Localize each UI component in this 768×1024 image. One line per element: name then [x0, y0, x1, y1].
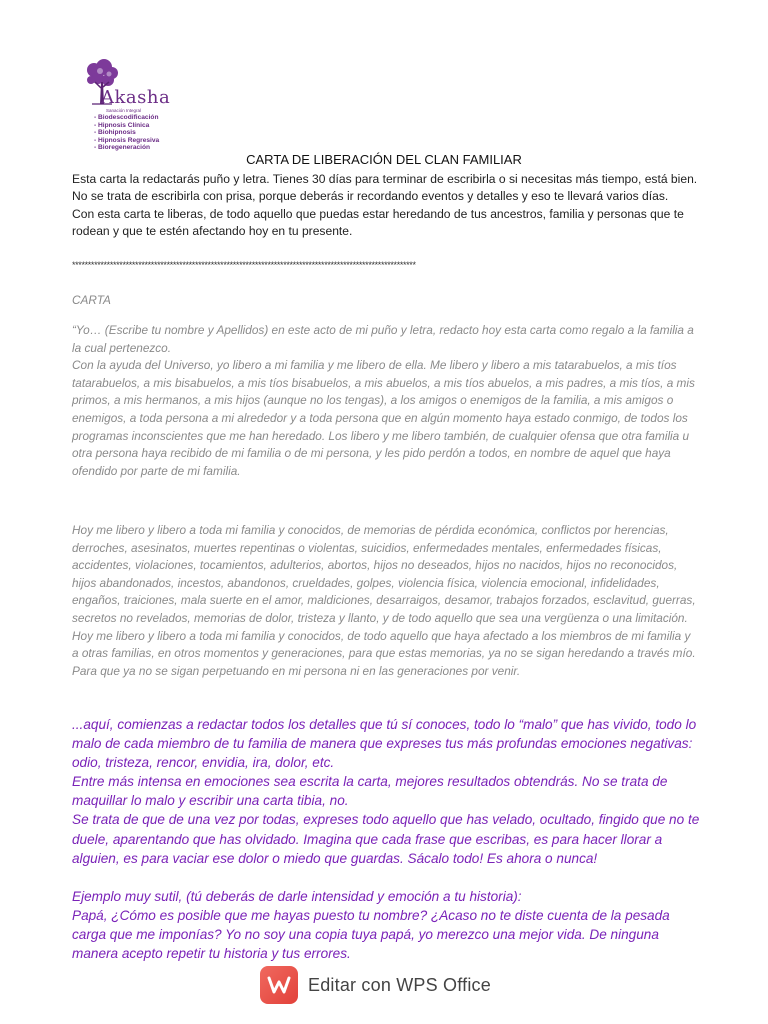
asterisk-separator: *************************************************************************************************************	[72, 260, 416, 270]
intro-paragraph: No se trata de escribirla con prisa, porque deberás ir recordando eventos y detalles y eso te llevará varios días.	[72, 189, 669, 204]
letter-paragraph: Con la ayuda del Universo, yo libero a mi familia y me libero de ella. Me libero y libero a mis tatarabuelos, a mis tíos tatarabuelos, a mis bisabuelos, a mis tíos bisabuelos, a mis abuelos, a mis tíos abuelos, a mis padres, a mis tíos, a mis primos, a mis hermanos, a mis hijos (aunque no los tengas), a los amigos o enemigos de la familia, a mis amigos o enemigos, a toda persona a mi alrededor y a toda persona que en algún momento haya estado conmigo, de todos los programas inconscientes que me han heredado. Los libero y me libero también, de cualquier ofensa que otra familia u otra persona haya recibido de mi familia o de mi persona, y les pido perdón a todos, en nombre de aquel que haya ofendido por parte de mi familia.	[72, 358, 695, 478]
service-item: - Bioregeneración	[94, 144, 151, 152]
intro-section	[72, 171, 700, 241]
service-item: - Hipnosis Regresiva	[94, 136, 160, 144]
service-list	[94, 114, 159, 152]
instruction-paragraph: ...aquí, comienzas a redactar todos los detalles que tú sí conoces, todo lo “malo” que has vivido, todo lo malo de cada miembro de tu familia de manera que expreses tus más profundas emociones negativas: odio, tristeza, rencor, envidia, ira, dolor, etc.	[72, 717, 697, 771]
document-title: CARTA DE LIBERACIÓN DEL CLAN FAMILIAR	[246, 152, 522, 167]
letter-paragraph: Hoy me libero y libero a toda mi familia y conocidos, de memorias de pérdida económica, conflictos por herencias, derroches, asesinatos, muertes repentinas o violentas, suicidios, enfermedades mentales, enfermedades físicas, accidentes, violaciones, tocamientos, adulterios, abortos, hijos no deseados, hijos no nacidos, hijos no reconocidos, hijos abandonados, incestos, abandonos, crueldades, golpes, violencia física, violencia emocional, infidelidades, engaños, traiciones, mala suerte en el amor, maldiciones, desarraigos, desamor, trabajos forzados, esclavitud, guerras, secretos no revelados, memorias de dolor, tristeza y llanto, y de todo aquello que sea una vergüenza o una limitación.	[72, 523, 696, 625]
brand-subtitle: Sanación Integral	[106, 108, 142, 113]
example-intro: Ejemplo muy sutil, (tú deberás de darle intensidad y emoción a tu historia):	[72, 889, 522, 904]
letter-paragraph: “Yo… (Escribe tu nombre y Apellidos) en este acto de mi puño y letra, redacto hoy esta carta como regalo a la familia a la cual pertenezco.	[72, 323, 694, 355]
wps-edit-label: Editar con WPS Office	[308, 974, 491, 995]
wps-logo-icon	[260, 966, 298, 1004]
instruction-paragraph: Entre más intensa en emociones sea escrita la carta, mejores resultados obtendrás. No se trata de maquillar lo malo y escribir una carta tibia, no.	[72, 774, 668, 809]
example-section	[72, 887, 700, 963]
letter-opening	[72, 322, 700, 480]
service-item: - Hipnosis Clínica	[94, 121, 150, 129]
example-text: Papá, ¿Cómo es posible que me hayas puesto tu nombre? ¿Acaso no te diste cuenta de la pesada carga que me imponías? Yo no soy una copia tuya papá, yo merezco una mejor vida. De ninguna manera acepto repetir tu historia y tus errores.	[72, 908, 670, 962]
carta-label: CARTA	[72, 293, 111, 307]
wps-edit-button[interactable]	[260, 963, 491, 1007]
instructions-section	[72, 715, 700, 868]
letter-liberation	[72, 522, 700, 680]
intro-paragraph: Esta carta la redactarás puño y letra. Tienes 30 días para terminar de escribirla o si necesitas más tiempo, está bien.	[72, 172, 698, 186]
service-item: - Biohipnosis	[94, 129, 136, 137]
letter-paragraph: Hoy me libero y libero a toda mi familia y conocidos, de todo aquello que haya afectado a los miembros de mi familia y a otras familias, en otros momentos y generaciones, para que estas memorias, ya no se sigan heredando a través mío. Para que ya no se sigan perpetuando en mi persona ni en las generaciones por venir.	[72, 628, 696, 678]
intro-paragraph: Con esta carta te liberas, de todo aquello que puedas estar heredando de tus ancestros, familia y personas que te rodean y que te estén afectando hoy en tu presente.	[72, 206, 684, 239]
instruction-paragraph: Se trata de que de una vez por todas, expreses todo aquello que has velado, ocultado, fingido que no te duele, aparentando que has olvidado. Imagina que cada frase que escribas, es para hacer llorar a alguien, es para vaciar ese dolor o miedo que guardas. Sácalo todo! Es ahora o nunca!	[72, 812, 700, 866]
service-item: - Biodescodificación	[94, 114, 159, 121]
brand-name: Akasha	[101, 87, 171, 108]
